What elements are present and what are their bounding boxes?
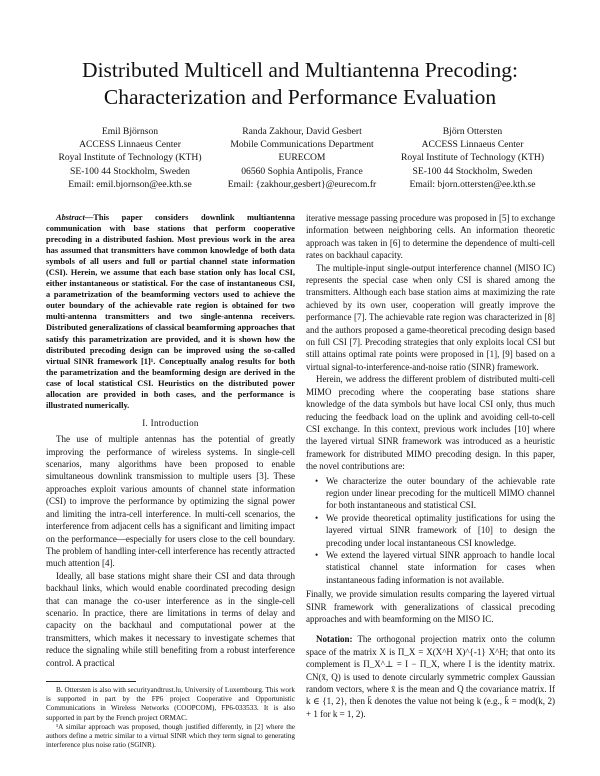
right-column	[306, 212, 555, 720]
paper-title	[30, 57, 570, 111]
finally-paragraph: Finally, we provide simulation results comparing the layered virtual SINR framework with generalizations of classical precoding approaches and with beamforming on the MISO IC.	[306, 589, 555, 624]
author-1-affil-1: ACCESS Linnaeus Center	[79, 139, 181, 151]
footnote-affiliation: B. Ottersten is also with securityandtrust.lu, University of Luxembourg. This work is supported in part by the FP6 project Cooperative and Opportunistic Communications in Wireless Networks (COOPCOM), FP6-033533. It is also supported in part by the French project ORMAC.	[46, 685, 295, 722]
author-1-affil-2: Royal Institute of Technology (KTH)	[58, 152, 202, 164]
author-3-email: Email: bjorn.ottersten@ee.kth.se	[409, 178, 536, 190]
author-3-name: Björn Ottersten	[442, 126, 503, 137]
footnote-rule	[46, 681, 136, 682]
intro-paragraph-2: Ideally, all base stations might share their CSI and data through backhaul links, which would enable coordinated precoding design that can manage the co-user interference as in the single-cell scenario. In practice, there are limitations in terms of delay and capacity on the backhaul and computational power at the transmitters, which makes it necessary to investigate schemes that reduce the signaling while still benefiting from a robust interference control. A practical	[46, 570, 295, 668]
author-3	[385, 125, 560, 191]
notation-lead: Notation:	[316, 634, 353, 645]
right-paragraph-2: The multiple-input single-output interference channel (MISO IC) represents the special case when only CSI is shared among the transmitters. Although each base station aims at maximizing the rate achieved by its own user, cooperation will greatly improve the performance [7]. The achievable rate region was characterized in [8] and the authors proposed a game-theoretical precoding design based on full CSI [7]. Precoding strategies that only exploits local CSI but still attains optimal rate points were proposed in [1], [9] based on a virtual signal-to-interference-and-noise ratio (SINR) framework.	[306, 262, 555, 372]
abstract	[46, 212, 295, 411]
abstract-lead: Abstract	[56, 213, 85, 222]
contribution-item: • We provide theoretical optimality justifications for using the layered virtual SINR framework of [10] to design the precoding under local instantaneous CSI knowledge.	[326, 512, 555, 549]
right-paragraph-3: Herein, we address the different problem of distributed multi-cell MIMO precoding where the cooperating base stations share knowledge of the data symbols but have local CSI only, thus much reducing the feedback load on the uplink and avoiding cell-to-cell CSI exchange. In this context, previous work includes [10] where the layered virtual SINR framework was introduced as a heuristic framework for distributed MIMO precoding design. In this paper, the novel contributions are:	[306, 374, 555, 472]
abstract-text: —This paper considers downlink multiantenna communication with base stations that perform cooperative precoding in a distributed fashion. Most previous work in the area has assumed that transmitters have common knowledge of both data symbols of all users and full or partial channel state information (CSI). Herein, we assume that each base station only has local CSI, either instantaneous or statistical. For the case of instantaneous CSI, a parametrization of the beamforming vectors used to achieve the outer boundary of the achievable rate region is obtained for two multi-antenna transmitters and two single-antenna receivers. Distributed generalizations of classical beamforming approaches that satisfy this parametrization are provided, and it is shown how the distributed precoding design can be improved using the so-called virtual SINR framework [1]¹. Conceptually analog results for both the parametrization and the beamforming design are derived in the case of local statistical CSI. Heuristics on the distributed power allocation are provided in both cases, and the performance is illustrated numerically.	[46, 213, 295, 410]
author-3-affil-1: ACCESS Linnaeus Center	[421, 139, 524, 151]
footnote-1: ¹A similar approach was proposed, though justified differently, in [2] where the authors define a metric similar to a virtual SINR which they term signal to generating interference plus noise ratio (SGINR).	[46, 722, 295, 750]
contribution-item: • We characterize the outer boundary of the achievable rate region under linear precoding for the multicell MIMO channel for both instantaneous and statistical CSI.	[326, 475, 555, 512]
section-heading-introduction: I. Introduction	[142, 417, 199, 428]
author-1	[45, 125, 215, 191]
title-line-1: Distributed Multicell and Multiantenna Precoding:	[82, 58, 518, 82]
author-1-email: Email: emil.bjornson@ee.kth.se	[68, 178, 192, 190]
author-2-affil-2: EURECOM	[278, 152, 326, 164]
author-1-name: Emil Björnson	[101, 126, 159, 137]
author-2-email: Email: {zakhour,gesbert}@eurecom.fr	[227, 178, 377, 190]
notation-text: The orthogonal projection matrix onto the column space of the matrix X is Π_X = X(X^H X)^{-1} X^H; that onto its complement is Π_X^⊥ = I − Π_X, where I is the identity matrix. CN(x̄, Q) is used to denote circularly symmetric complex Gaussian random vectors, where x̄ is the mean and Q the covariance matrix. If k ∈ {1, 2}, then k̄ denotes the value not being k (e.g., k̄ = mod(k, 2) + 1 for k = 1, 2).	[306, 634, 555, 719]
author-1-affil-3: SE-100 44 Stockholm, Sweden	[70, 165, 190, 177]
contribution-item: • We extend the layered virtual SINR approach to handle local statistical channel state information for cases when instantaneous fading information is not available.	[326, 549, 555, 586]
title-line-2: Characterization and Performance Evaluation	[103, 85, 497, 109]
right-paragraph-1: iterative message passing procedure was proposed in [5] to exchange information between neighboring cells. An information theoretic approach was taken in [6] to determine the dependence of multi-cell rates on backhaul capacity.	[306, 213, 555, 261]
notation-paragraph	[306, 633, 555, 720]
author-3-affil-2: Royal Institute of Technology (KTH)	[400, 152, 545, 164]
author-2-name: Randa Zakhour, David Gesbert	[242, 126, 362, 137]
intro-paragraph-1: The use of multiple antennas has the potential of greatly improving the performance of wireless systems. In single-cell scenarios, many algorithms have been proposed to enable simultaneous downlink transmission to multiple users [3]. These approaches exploit various amounts of channel state information (CSI) to improve the performance by optimizing the signal power and limiting the intra-cell interference. In multi-cell scenarios, the interference from adjacent cells has a significant and limiting impact on the performance—especially for users close to the cell boundary. The problem of handling inter-cell interference has recently attracted much attention [4].	[46, 434, 295, 569]
contributions-list	[306, 475, 555, 587]
author-2-affil-3: 06560 Sophia Antipolis, France	[241, 165, 363, 177]
left-column	[46, 212, 295, 750]
author-2	[212, 125, 392, 191]
author-3-affil-3: SE-100 44 Stockholm, Sweden	[412, 165, 533, 177]
author-2-affil-1: Mobile Communications Department	[230, 139, 374, 151]
